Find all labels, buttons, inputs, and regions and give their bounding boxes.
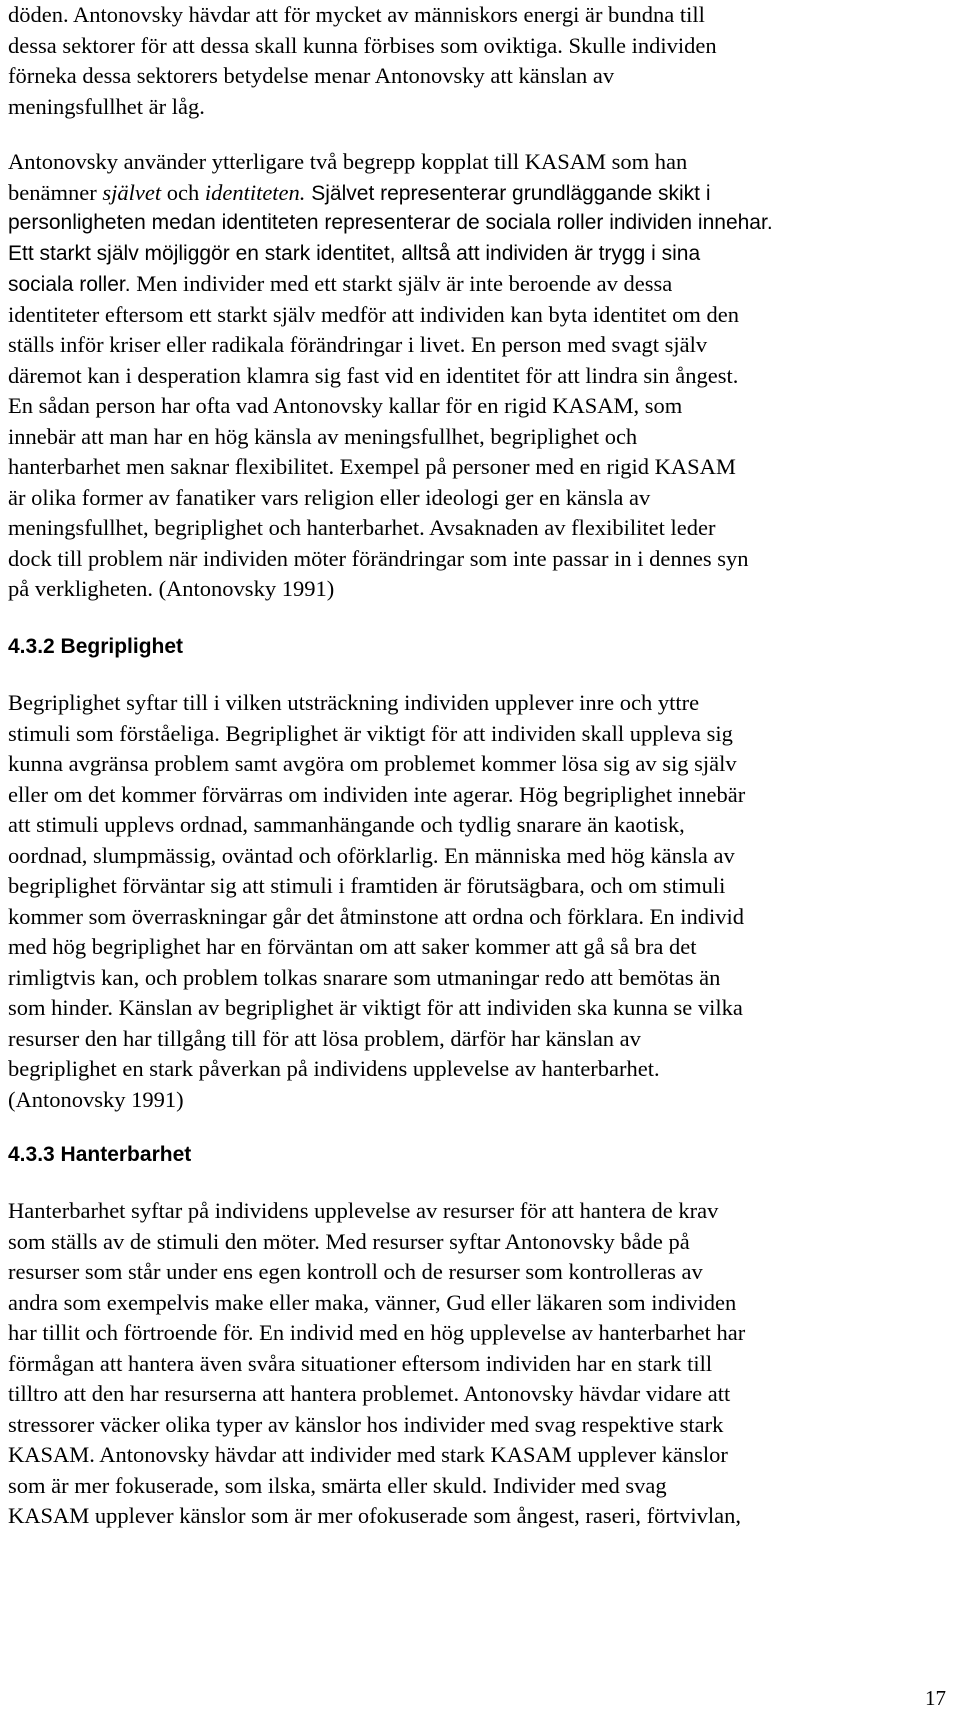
- text-line: stressorer väcker olika typer av känslor hos individer med svag respektive stark: [8, 1411, 724, 1437]
- text-line: begriplighet en stark påverkan på individens upplevelse av hanterbarhet.: [8, 1056, 660, 1081]
- text-line: stimuli som förståeliga. Begriplighet är viktigt för att individen skall uppleva sig: [8, 720, 733, 746]
- page-number: 17: [925, 1686, 946, 1710]
- italic-term-self: självet: [102, 179, 162, 205]
- text-line: meningsfullhet, begriplighet och hanterbarhet. Avsaknaden av flexibilitet leder: [8, 515, 716, 540]
- text-run: En person med svagt själv: [465, 332, 708, 357]
- text-line: oordnad, slumpmässig, oväntad och oförklarlig. En människa med hög känsla av: [8, 842, 735, 868]
- text-line: förneka dessa sektorers betydelse menar Antonovsky att känslan av: [8, 63, 615, 88]
- text-line: med hög begriplighet har en förväntan om att saker kommer att gå så bra det: [8, 934, 697, 959]
- text-run: sociala roller.: [8, 273, 131, 296]
- text-line: rimligtvis kan, och problem tolkas snarare som utmaningar redo att bemötas än: [8, 964, 721, 990]
- text-line: är olika former av fanatiker vars religion eller ideologi ger en känsla av: [8, 484, 651, 510]
- paragraph-2: [8, 147, 773, 605]
- text-line: En sådan person har ofta vad Antonovsky kallar för en rigid KASAM, som: [8, 393, 683, 418]
- text-line: personligheten medan identiteten representerar de sociala roller individen innehar.: [8, 211, 773, 234]
- text-line: Antonovsky använder ytterligare två begrepp kopplat till KASAM som han: [8, 149, 688, 174]
- text-line: dessa sektorer för att dessa skall kunna förbises som oviktiga. Skulle individen: [8, 32, 717, 58]
- section-heading-begriplighet: 4.3.2 Begriplighet: [8, 635, 184, 658]
- text-line: andra som exempelvis make eller maka, vänner, Gud eller läkaren som individen: [8, 1289, 737, 1315]
- text-line: resurser som står under ens egen kontroll och de resurser som kontrolleras av: [8, 1259, 703, 1284]
- text-run: och: [161, 179, 205, 205]
- text-line: har tillit och förtroende för. En individ med en hög upplevelse av hanterbarhet har: [8, 1320, 746, 1345]
- text-line: [8, 269, 773, 300]
- text-line: resurser den har tillgång till för att lösa problem, därför har känslan av: [8, 1025, 641, 1051]
- text-run: Men individer med ett starkt själv är inte beroende av dessa: [130, 271, 673, 296]
- text-line: (Antonovsky 1991): [8, 1086, 184, 1112]
- text-line: däremot kan i desperation klamra sig fast vid en identitet för att lindra sin ångest.: [8, 362, 739, 388]
- paragraph-3: [8, 688, 745, 1115]
- text-line: som ställs av de stimuli den möter. Med resurser syftar Antonovsky både på: [8, 1228, 690, 1254]
- text-line: Begriplighet syftar till i vilken utsträckning individen upplever inre och yttre: [8, 690, 700, 715]
- text-line: kommer som överraskningar går det åtminstone att ordna och förklara. En individ: [8, 903, 745, 929]
- text-line: tilltro att den har resurserna att hantera problemet. Antonovsky hävdar vidare att: [8, 1381, 731, 1406]
- text-line: identiteter eftersom ett starkt själv medför att individen kan byta identitet om den: [8, 301, 740, 327]
- text-line: förmågan att hantera även svåra situationer eftersom individen har en stark till: [8, 1350, 713, 1376]
- text-line: KASAM. Antonovsky hävdar att individer med stark KASAM upplever känslor: [8, 1442, 728, 1467]
- text-line: [8, 178, 773, 209]
- text-line: på verkligheten. (Antonovsky 1991): [8, 576, 335, 601]
- text-line: KASAM upplever känslor som är mer ofokuserade som ångest, raseri, förtvivlan,: [8, 1503, 741, 1528]
- text-line: innebär att man har en hög känsla av meningsfullhet, begriplighet och: [8, 423, 638, 449]
- text-line: som är mer fokuserade, som ilska, smärta eller skuld. Individer med svag: [8, 1472, 667, 1498]
- text-line: dock till problem när individen möter förändringar som inte passar in i dennes syn: [8, 545, 749, 571]
- section-heading-hanterbarhet: 4.3.3 Hanterbarhet: [8, 1143, 192, 1166]
- paragraph-4: [8, 1196, 745, 1532]
- text-line: [8, 330, 773, 361]
- text-line: att stimuli upplevs ordnad, sammanhängande och tydlig snarare än kaotisk,: [8, 812, 685, 837]
- text-line: Ett starkt själv möjliggör en stark identitet, alltså att individen är trygg i sina: [8, 241, 701, 265]
- italic-term-identity: identiteten.: [204, 179, 306, 205]
- text-run: benämner: [8, 179, 103, 205]
- text-line: hanterbarhet men saknar flexibilitet. Exempel på personer med en rigid KASAM: [8, 454, 736, 479]
- text-line: Hanterbarhet syftar på individens upplevelse av resurser för att hantera de krav: [8, 1198, 719, 1223]
- paragraph-1: [8, 0, 717, 122]
- text-line: döden. Antonovsky hävdar att för mycket av människors energi är bundna till: [8, 2, 705, 27]
- text-run: Självet representerar grundläggande skikt i: [305, 181, 711, 205]
- text-line: kunna avgränsa problem samt avgöra om problemet kommer lösa sig av sig själv: [8, 751, 737, 776]
- text-line: som hinder. Känslan av begriplighet är viktigt för att individen ska kunna se vilka: [8, 995, 743, 1020]
- text-line: meningsfullhet är låg.: [8, 93, 205, 119]
- text-line: eller om det kommer förvärras om individen inte agerar. Hög begriplighet innebär: [8, 781, 746, 807]
- text-line: begriplighet förväntar sig att stimuli i framtiden är förutsägbara, och om stimuli: [8, 873, 726, 898]
- text-run: ställs inför kriser eller radikala förändringar i livet.: [8, 332, 466, 357]
